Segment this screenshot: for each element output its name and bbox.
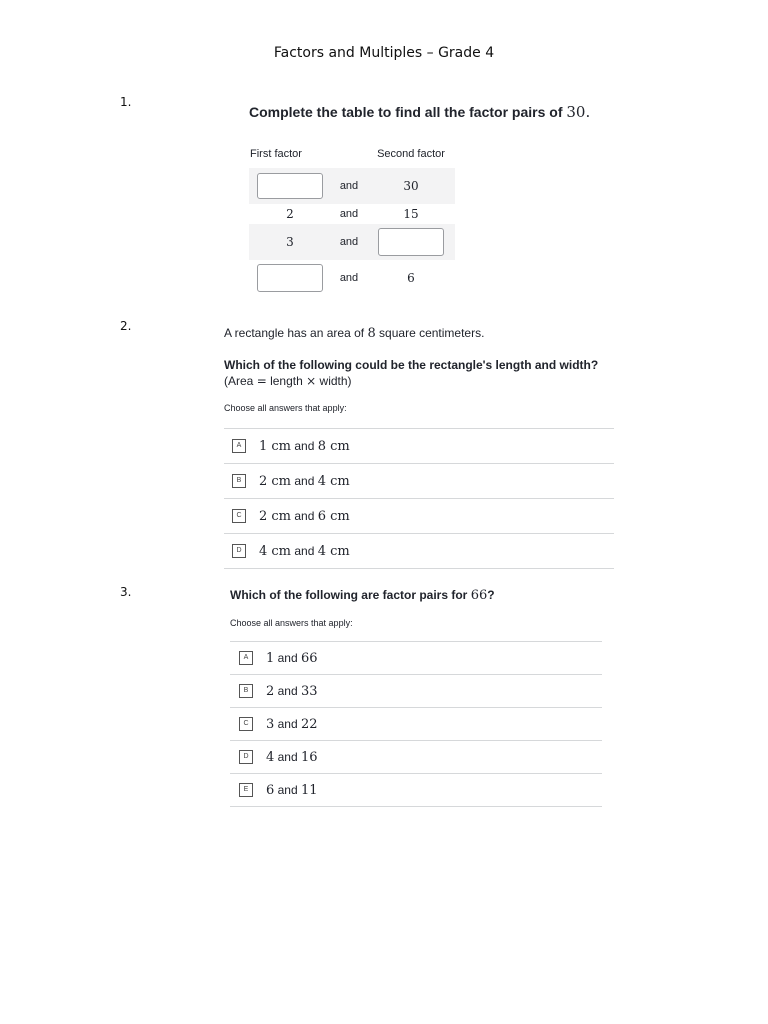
option-letter: A bbox=[239, 651, 253, 665]
table-row bbox=[249, 224, 455, 260]
question-3-number: 3. bbox=[120, 585, 132, 599]
page-title: Factors and Multiples – Grade 4 bbox=[273, 45, 495, 61]
question-2-options bbox=[224, 428, 614, 569]
table-row bbox=[249, 204, 455, 224]
option-c[interactable] bbox=[230, 708, 602, 741]
question-2-prompt: Which of the following could be the rectangle's length and width? bbox=[224, 358, 599, 372]
option-a[interactable] bbox=[230, 642, 602, 675]
question-3-options bbox=[230, 641, 602, 807]
factor-pairs-table bbox=[249, 140, 455, 296]
option-a[interactable] bbox=[224, 429, 614, 464]
table-row bbox=[249, 168, 455, 204]
option-c[interactable] bbox=[224, 499, 614, 534]
table-row bbox=[249, 260, 455, 296]
option-label: 1 cm and 8 cm bbox=[259, 438, 350, 454]
question-2-hint: (Area = length × width) bbox=[224, 374, 352, 388]
option-letter: C bbox=[239, 717, 253, 731]
option-letter: B bbox=[232, 474, 246, 488]
option-letter: D bbox=[232, 544, 246, 558]
option-b[interactable] bbox=[224, 464, 614, 499]
first-factor-value: 2 bbox=[286, 207, 294, 221]
option-label: 3 and 22 bbox=[266, 716, 318, 732]
question-1-prompt: Complete the table to find all the factor pairs of 30. bbox=[249, 103, 591, 121]
first-factor-value: 3 bbox=[249, 224, 331, 260]
option-label: 2 cm and 6 cm bbox=[259, 508, 350, 524]
option-letter: A bbox=[232, 439, 246, 453]
option-d[interactable] bbox=[224, 534, 614, 569]
option-b[interactable] bbox=[230, 675, 602, 708]
question-1-number: 1. bbox=[120, 95, 132, 109]
table-header-second: Second factor bbox=[377, 148, 445, 160]
option-letter: D bbox=[239, 750, 253, 764]
option-letter: C bbox=[232, 509, 246, 523]
option-letter: E bbox=[239, 783, 253, 797]
question-3-instruction: Choose all answers that apply: bbox=[230, 618, 353, 628]
question-2-number: 2. bbox=[120, 319, 132, 333]
first-factor-input-1[interactable] bbox=[257, 173, 323, 199]
option-e[interactable] bbox=[230, 774, 602, 807]
and-label: and bbox=[331, 168, 367, 204]
and-label: and bbox=[339, 272, 359, 284]
second-factor-value: 30 bbox=[367, 168, 455, 204]
second-factor-input-3[interactable] bbox=[378, 228, 444, 256]
table-header-first: First factor bbox=[250, 148, 302, 160]
second-factor-value: 6 bbox=[407, 271, 415, 285]
option-label: 6 and 11 bbox=[266, 782, 318, 798]
option-label: 4 and 16 bbox=[266, 749, 318, 765]
option-letter: B bbox=[239, 684, 253, 698]
first-factor-input-4[interactable] bbox=[257, 264, 323, 292]
option-label: 2 and 33 bbox=[266, 683, 318, 699]
and-label: and bbox=[339, 208, 359, 220]
option-label: 1 and 66 bbox=[266, 650, 318, 666]
question-3-prompt: Which of the following are factor pairs for 66? bbox=[230, 588, 495, 603]
option-label: 2 cm and 4 cm bbox=[259, 473, 350, 489]
question-2-instruction: Choose all answers that apply: bbox=[224, 403, 347, 413]
second-factor-value: 15 bbox=[403, 207, 419, 221]
option-d[interactable] bbox=[230, 741, 602, 774]
question-2-intro: A rectangle has an area of 8 square centimeters. bbox=[224, 326, 485, 341]
and-label: and bbox=[331, 224, 367, 260]
option-label: 4 cm and 4 cm bbox=[259, 543, 350, 559]
